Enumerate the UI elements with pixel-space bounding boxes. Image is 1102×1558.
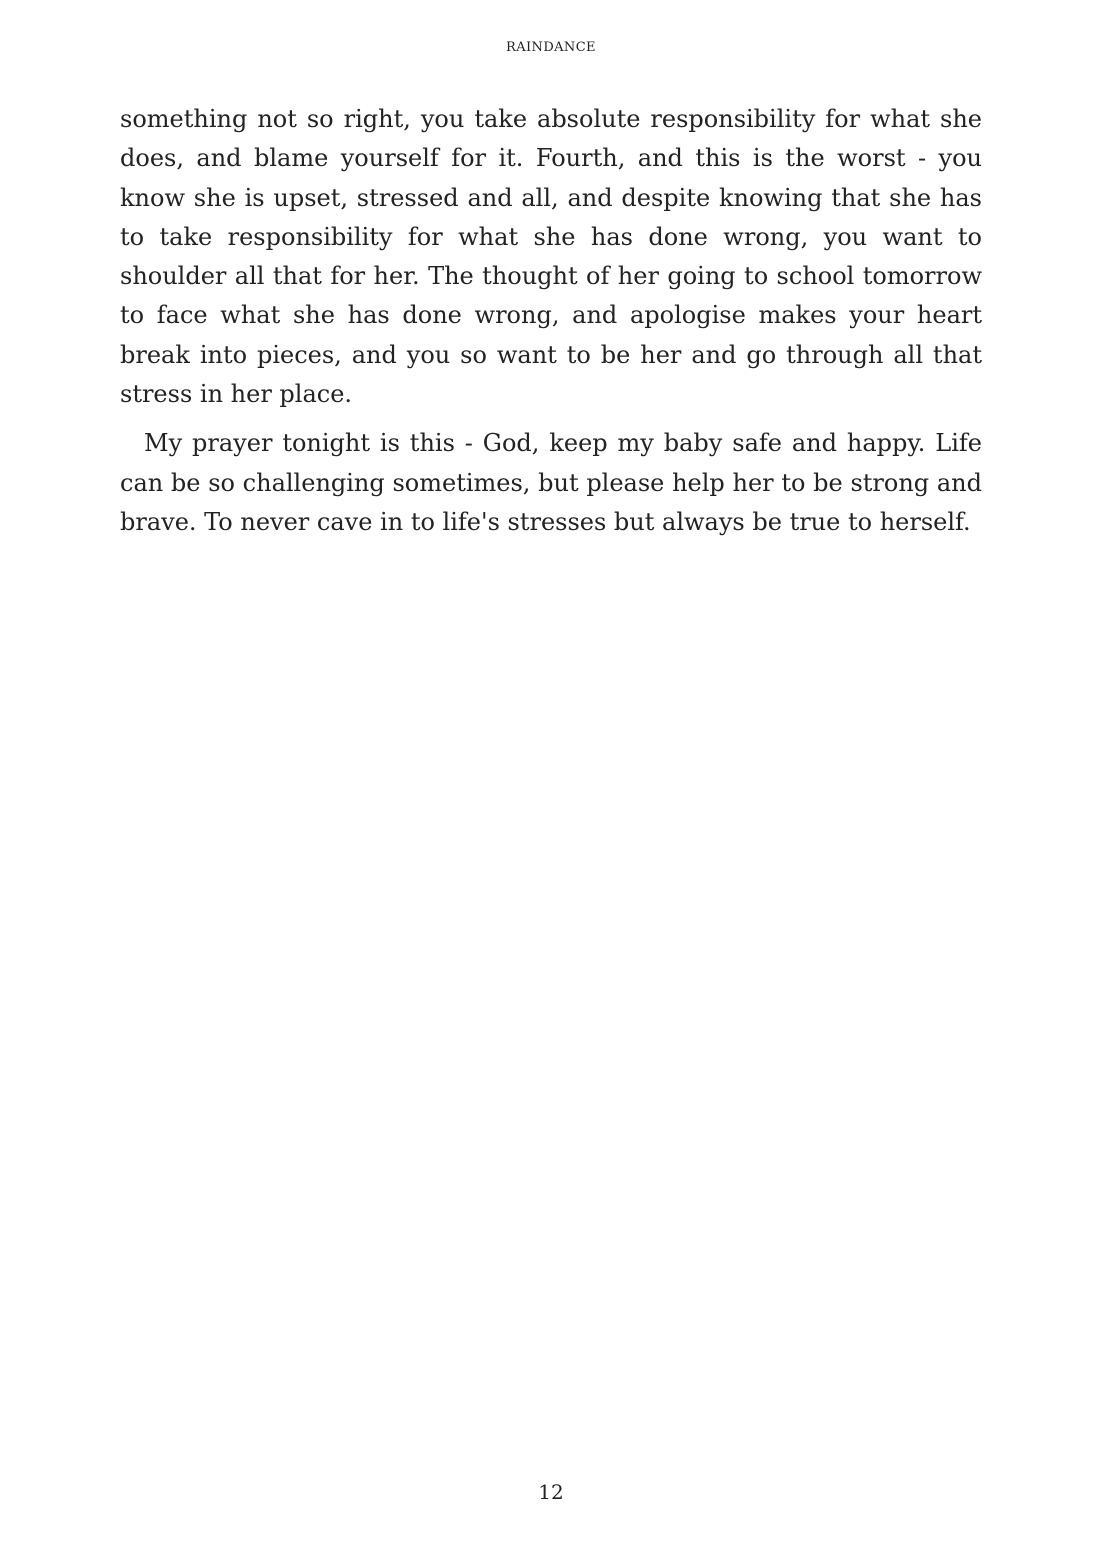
paragraph-continuation: something not so right, you take absolute responsibility for what she does, and blame yourself for it. Fourth, and this is the worst - you know she is upset, stressed and all, and despite knowing that she has to take responsibility for what she has done wrong, you want to shoulder all that for her. The thought of her going to school tomorrow to face what she has done wrong, and apologise makes your heart break into pieces, and you so want to be her and go through all that stress in her place. [120, 105, 982, 409]
page-number: 12 [538, 1480, 564, 1504]
body-text [120, 100, 982, 552]
paragraph-prayer: My prayer tonight is this - God, keep my baby safe and happy. Life can be so challenging sometimes, but please help her to be strong and brave. To never cave in to life's stresses but always be true to herself. [120, 429, 982, 536]
running-header: RAINDANCE [506, 40, 596, 55]
